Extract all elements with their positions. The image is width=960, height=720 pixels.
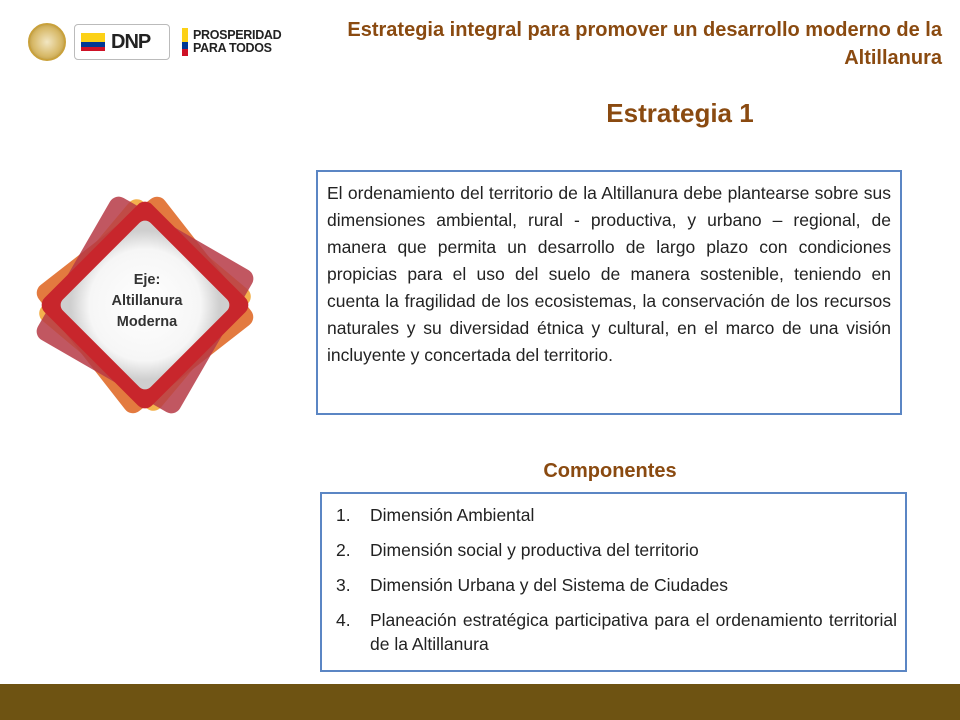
logo-bar bbox=[28, 22, 281, 62]
list-item bbox=[336, 573, 897, 597]
list-item-number: 4. bbox=[336, 610, 351, 630]
dnp-logo-text: DNP bbox=[111, 30, 151, 53]
prosperidad-logo-text bbox=[193, 29, 281, 55]
axis-label-line2: Altillanura bbox=[111, 293, 183, 309]
prosperidad-flag-icon bbox=[182, 28, 188, 56]
strategy-heading: Estrategia 1 bbox=[606, 98, 754, 128]
axis-label-line3: Moderna bbox=[116, 314, 178, 330]
dnp-logo bbox=[74, 24, 170, 60]
list-item-number: 3. bbox=[336, 575, 351, 595]
list-item bbox=[336, 608, 897, 656]
components-list bbox=[320, 492, 907, 672]
list-item-text: Dimensión social y productiva del territorio bbox=[370, 540, 699, 560]
list-item bbox=[336, 538, 897, 562]
colombia-flag-icon bbox=[81, 33, 105, 51]
list-item-text: Planeación estratégica participativa para el ordenamiento territorial de la Altillanura bbox=[370, 610, 897, 654]
list-item bbox=[336, 503, 897, 527]
list-item-number: 1. bbox=[336, 505, 351, 525]
coat-of-arms-logo bbox=[28, 23, 66, 61]
prosperidad-logo bbox=[182, 28, 281, 56]
strategy-description: El ordenamiento del territorio de la Altillanura debe plantearse sobre sus dimensiones ambiental, rural - productiva, y urbano – regional, de manera que permita un desarrollo de largo plazo con condiciones propicias para el uso del suelo de manera sostenible, teniendo en cuenta la fragilidad de los ecosistemas, la conservación de los recursos naturales y su diversidad étnica y cultural, en el marco de una visión incluyente y concertada del territorio. bbox=[316, 170, 902, 415]
axis-label bbox=[92, 270, 202, 333]
footer-bar bbox=[0, 684, 960, 720]
prosperidad-line2: PARA TODOS bbox=[193, 41, 272, 55]
list-item-text: Dimensión Urbana y del Sistema de Ciudades bbox=[370, 575, 728, 595]
list-item-text: Dimensión Ambiental bbox=[370, 505, 535, 525]
prosperidad-line1: PROSPERIDAD bbox=[193, 28, 282, 42]
page-title: Estrategia integral para promover un desarrollo moderno de la Altillanura bbox=[347, 19, 942, 69]
list-item-number: 2. bbox=[336, 540, 351, 560]
axis-label-line1: Eje: bbox=[133, 272, 161, 288]
components-heading: Componentes bbox=[543, 460, 677, 482]
